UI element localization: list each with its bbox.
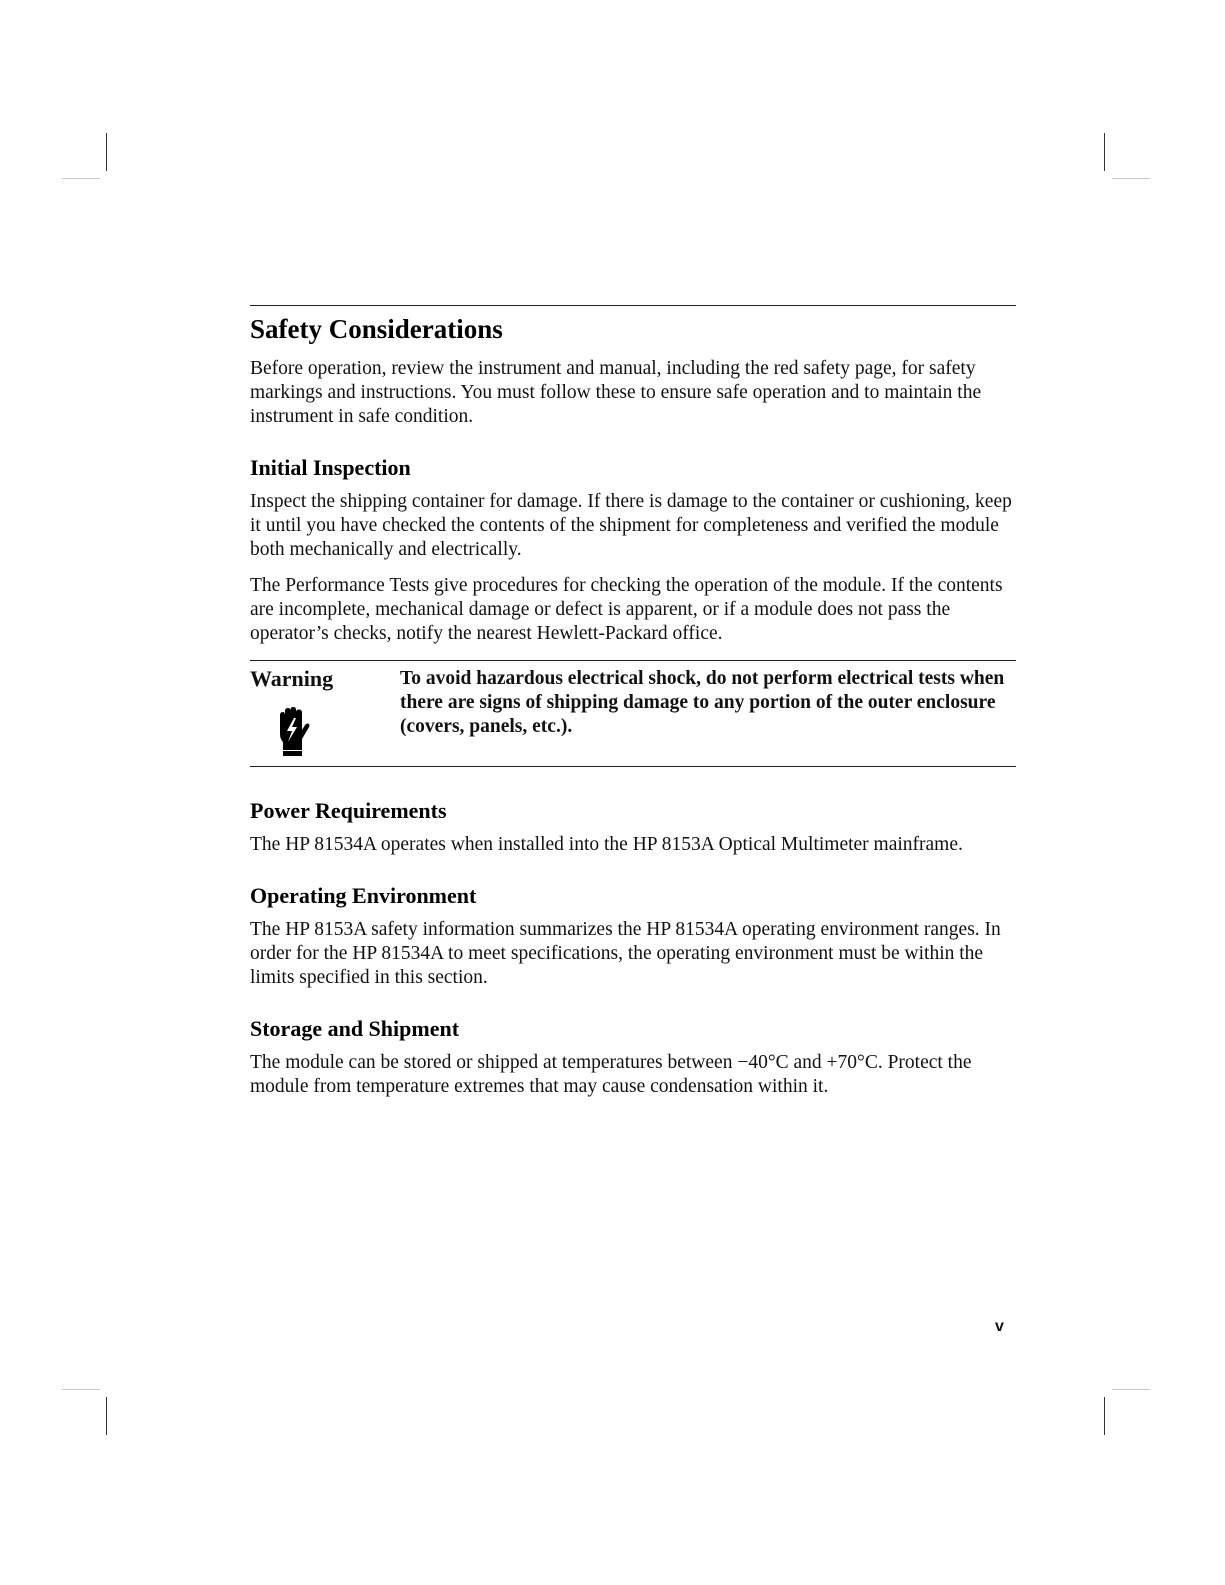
page-title: Safety Considerations — [250, 314, 503, 344]
initial-inspection-heading: Initial Inspection — [250, 455, 411, 480]
crop-mark-bottom-right-h — [1112, 1389, 1150, 1390]
shock-hazard-hand-icon — [274, 706, 310, 756]
crop-mark-top-right-h — [1112, 178, 1150, 179]
top-rule — [250, 305, 1016, 306]
warning-text: To avoid hazardous electrical shock, do not perform electrical tests when there are signs of shipping damage to any portion of the outer enclosure (covers, panels, etc.). — [400, 668, 1005, 737]
warning-label-column — [250, 666, 400, 756]
page-number: v — [995, 1318, 1004, 1335]
initial-inspection-paragraph-1: Inspect the shipping container for damage. If there is damage to the container or cushioning, keep it until you have checked the contents of the shipment for completeness and verified the module both mechanically and electrically. — [250, 491, 1012, 560]
crop-mark-top-left-h — [62, 178, 100, 179]
storage-shipment-paragraph: The module can be stored or shipped at temperatures between −40°C and +70°C. Protect the module from temperature extremes that may cause condensation within it. — [250, 1052, 972, 1097]
storage-shipment-heading: Storage and Shipment — [250, 1016, 460, 1041]
initial-inspection-paragraph-2: The Performance Tests give procedures for checking the operation of the module. If the contents are incomplete, mechanical damage or defect is apparent, or if a module does not pass the operator’s checks, notify the nearest Hewlett-Packard office. — [250, 575, 1003, 644]
page-content — [250, 305, 1016, 1099]
intro-paragraph: Before operation, review the instrument and manual, including the red safety page, for safety markings and instructions. You must follow these to ensure safe operation and to maintain the instrument in safe condition. — [250, 358, 982, 427]
warning-box — [250, 660, 1016, 767]
warning-label: Warning — [250, 666, 334, 691]
crop-mark-bottom-right — [1104, 1397, 1105, 1435]
operating-environment-paragraph: The HP 8153A safety information summarizes the HP 81534A operating environment ranges. In order for the HP 81534A to meet specifications, the operating environment must be within the limits specified in this section. — [250, 919, 1001, 988]
crop-mark-top-left — [106, 133, 107, 171]
operating-environment-heading: Operating Environment — [250, 883, 477, 908]
crop-mark-bottom-left-h — [62, 1389, 100, 1390]
crop-mark-bottom-left — [106, 1397, 107, 1435]
crop-mark-top-right — [1104, 133, 1105, 171]
power-requirements-heading: Power Requirements — [250, 798, 447, 823]
power-requirements-paragraph: The HP 81534A operates when installed into the HP 8153A Optical Multimeter mainframe. — [250, 834, 963, 855]
